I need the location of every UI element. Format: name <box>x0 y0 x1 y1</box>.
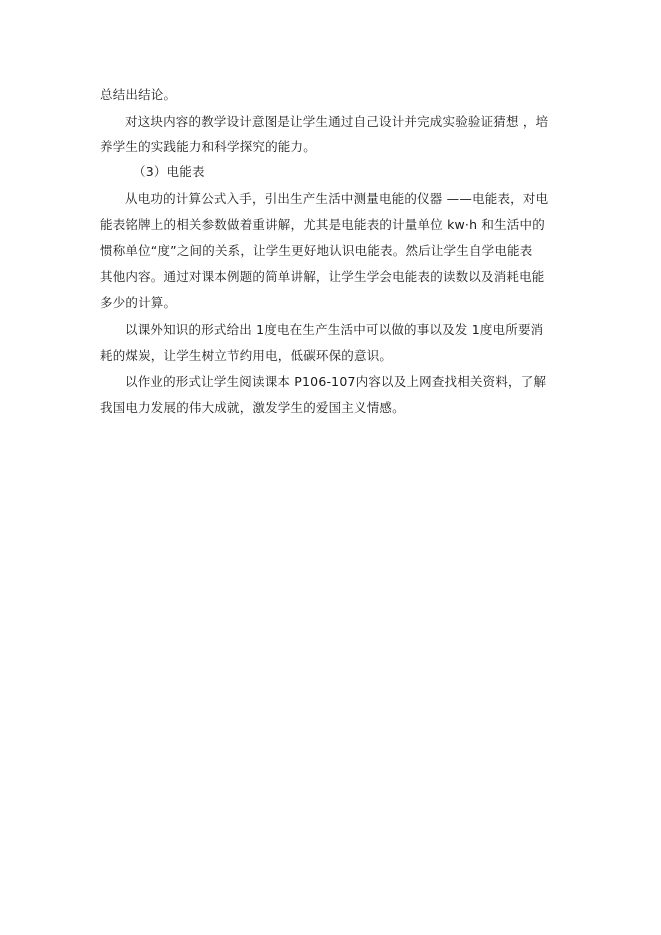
paragraph-line-meter-5: 多少的计算。 <box>100 295 177 310</box>
paragraph-line-conclusion: 总结出结论。 <box>100 87 177 102</box>
paragraph-line-meter-1: 从电功的计算公式入手，引出生产生活中测量电能的仪器 ——电能表，对电 <box>125 191 549 206</box>
section-heading-energy-meter: （3）电能表 <box>133 164 205 179</box>
paragraph-line-meter-4: 其他内容。通过对课本例题的简单讲解，让学生学会电能表的读数以及消耗电能 <box>100 269 545 284</box>
paragraph-line-design-intent-2: 养学生的实践能力和科学探究的能力。 <box>100 139 316 154</box>
paragraph-line-meter-3: 惯称单位“度”之间的关系，让学生更好地认识电能表。然后让学生自学电能表 <box>100 243 533 258</box>
paragraph-line-extracurricular-2: 耗的煤炭，让学生树立节约用电，低碳环保的意识。 <box>100 348 393 363</box>
paragraph-line-meter-2: 能表铭牌上的相关参数做着重讲解，尤其是电能表的计量单位 kw·h 和生活中的 <box>100 217 545 232</box>
paragraph-line-homework-2: 我国电力发展的伟大成就，激发学生的爱国主义情感。 <box>100 400 405 415</box>
paragraph-line-homework-1: 以作业的形式让学生阅读课本 P106-107内容以及上网查找相关资料，了解 <box>125 374 547 389</box>
paragraph-line-design-intent-1: 对这块内容的教学设计意图是让学生通过自己设计并完成实验验证猜想 ，培 <box>125 114 549 129</box>
paragraph-line-extracurricular-1: 以课外知识的形式给出 1度电在生产生活中可以做的事以及发 1度电所要消 <box>125 322 544 337</box>
